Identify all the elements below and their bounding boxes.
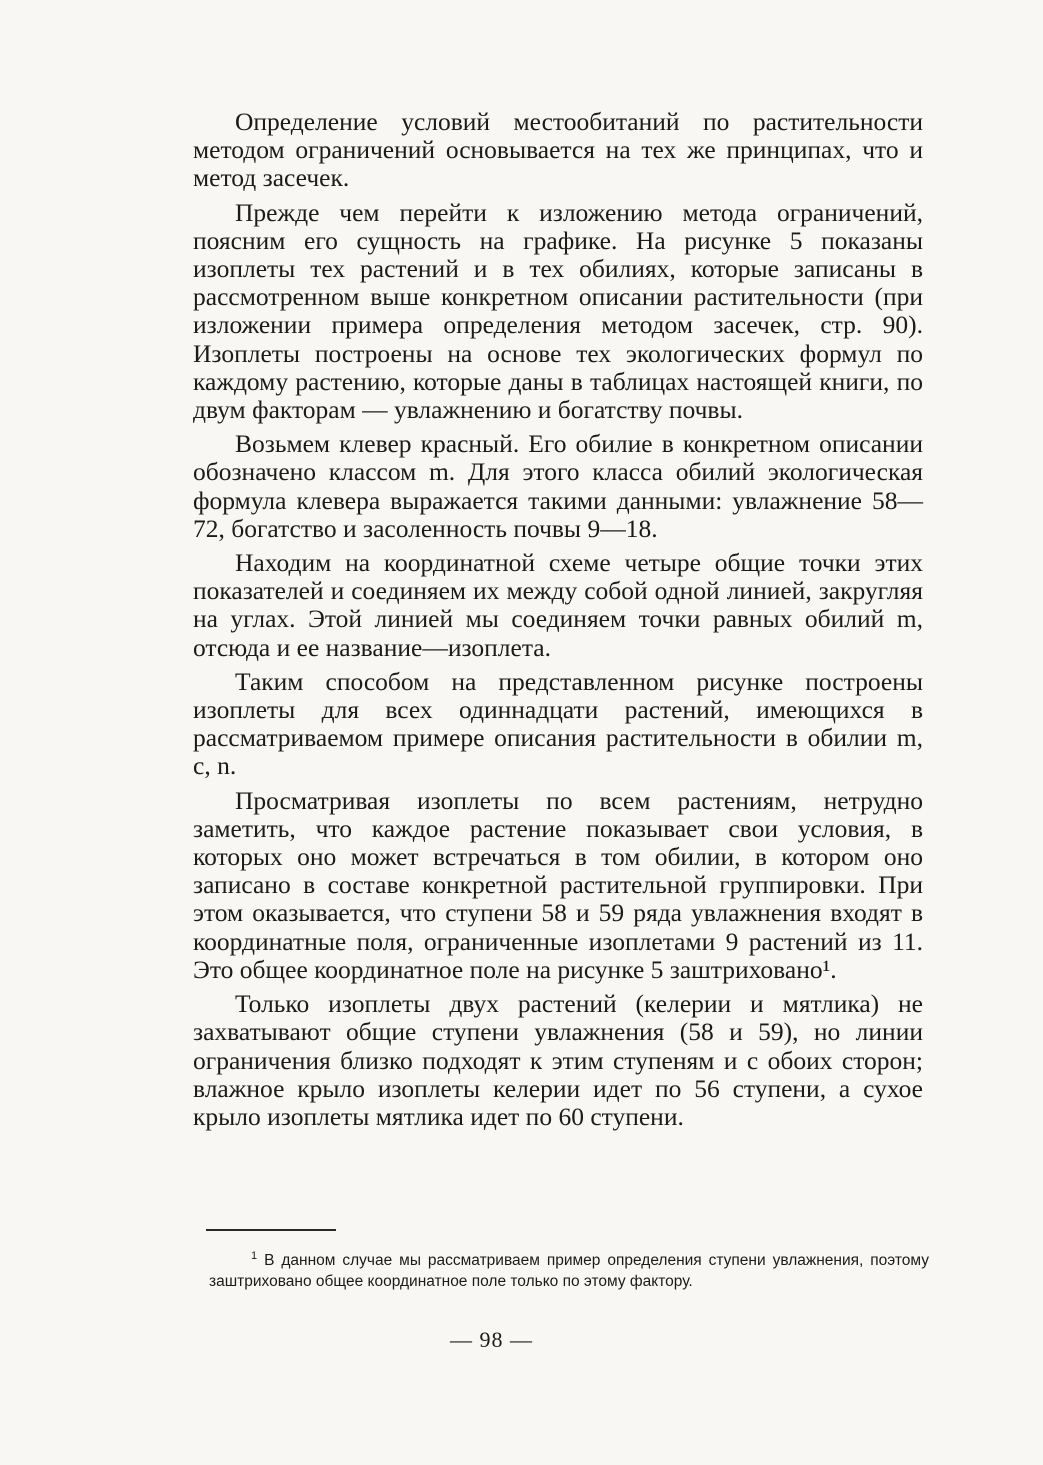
paragraph: Возьмем клевер красный. Его обилие в конкретном описании обозначено классом m. Для этого класса обилий экологическая формула клевера выражается такими данными: увлажнение 58—72, богатство и засоленность почвы 9—18. <box>193 429 923 543</box>
paragraph: Просматривая изоплеты по всем растениям, нетрудно заметить, что каждое растение показывает свои условия, в которых оно может встречаться в том обилии, в котором оно записано в составе конкретной растительной группировки. При этом оказывается, что ступени 58 и 59 ряда увлажнения входят в координатные поля, ограниченные изоплетами 9 растений из 11. Это общее координатное поле на рисунке 5 заштриховано¹. <box>193 785 923 984</box>
paragraph: Находим на координатной схеме четыре общие точки этих показателей и соединяем их между собой одной линией, закругляя на углах. Этой линией мы соединяем точки равных обилий m, отсюда и ее название—изоплета. <box>193 548 923 662</box>
footnote-text: В данном случае мы рассматриваем пример определения ступени увлажнения, поэтому заштриховано общее координатное поле только по этому фактору. <box>209 1252 929 1290</box>
footnote <box>209 1250 929 1292</box>
footnote-mark: 1 <box>251 1249 258 1262</box>
paragraph: Прежде чем перейти к изложению метода ограничений, поясним его сущность на графике. На рисунке 5 показаны изоплеты тех растений и в тех обилиях, которые записаны в рассмотренном выше конкретном описании растительности (при изложении примера определения методом засечек, стр. 90). Изоплеты построены на основе тех экологических формул по каждому растению, которые даны в таблицах настоящей книги, по двум факторам — увлажнению и богатству почвы. <box>193 197 923 425</box>
paragraph: Таким способом на представленном рисунке построены изоплеты для всех одиннадцати растений, имеющихся в рассматриваемом примере описания растительности в обилии m, c, n. <box>193 666 923 781</box>
page-number: — 98 — <box>450 1327 533 1352</box>
footnote-body <box>209 1250 929 1292</box>
paragraph: Только изоплеты двух растений (келерии и мятлика) не захватывают общие ступени увлажнения (58 и 59), но линии ограничения близко подходят к этим ступеням и с обоих сторон; влажное крыло изоплеты келерии идет по 56 ступени, а сухое крыло изоплеты мятлика идет по 60 ступени. <box>193 989 923 1131</box>
paragraph: Определение условий местообитаний по растительности методом ограничений основывается на тех же принципах, что и метод засечек. <box>193 107 923 193</box>
footnote-divider <box>206 1229 336 1231</box>
page-number-wrap <box>0 1327 1043 1353</box>
main-text <box>193 108 923 1137</box>
